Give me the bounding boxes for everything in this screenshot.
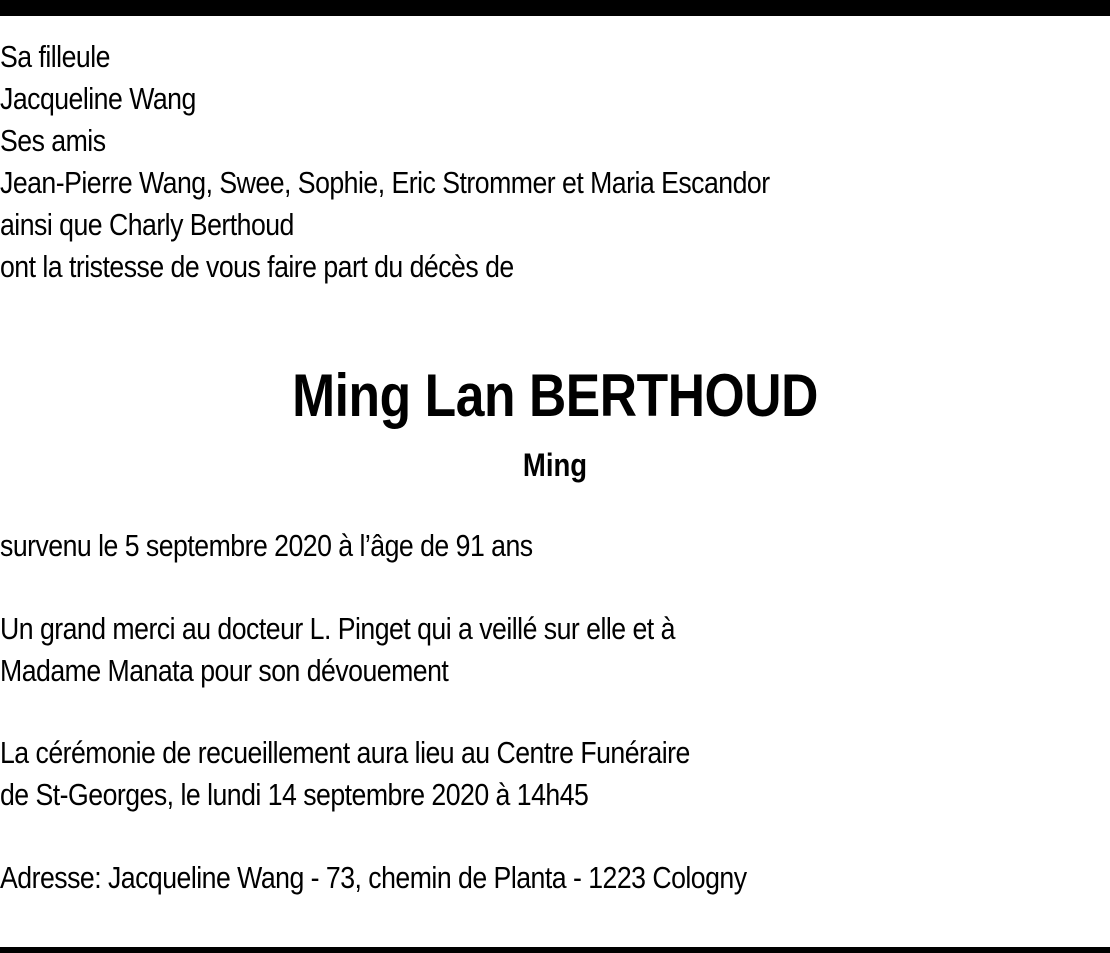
announcer-line-also: ainsi que Charly Berthoud — [0, 207, 294, 242]
thanks-line-1: Un grand merci au docteur L. Pinget qui a veillé sur elle et à — [0, 611, 675, 646]
thanks-line-2: Madame Manata pour son dévouement — [0, 653, 449, 688]
ceremony-line-1: La cérémonie de recueillement aura lieu au Centre Funéraire — [0, 735, 690, 770]
bottom-border-rule — [0, 947, 1110, 953]
deceased-nickname: Ming — [522, 447, 588, 483]
ceremony-line-2: de St-Georges, le lundi 14 septembre 2020 à 14h45 — [0, 777, 589, 812]
announcer-line-friends-names: Jean-Pierre Wang, Swee, Sophie, Eric Strommer et Maria Escandor — [0, 165, 770, 200]
death-date-line: survenu le 5 septembre 2020 à l’âge de 91 ans — [0, 528, 533, 563]
top-border-rule — [0, 0, 1110, 16]
announcer-line-friends-label: Ses amis — [0, 123, 106, 158]
address-line: Adresse: Jacqueline Wang - 73, chemin de Planta - 1223 Cologny — [0, 860, 747, 895]
announcer-line-goddaughter-label: Sa filleule — [0, 39, 110, 74]
deceased-full-name: Ming Lan BERTHOUD — [292, 362, 818, 429]
announcer-line-goddaughter-name: Jacqueline Wang — [0, 81, 196, 116]
announcer-line-intro: ont la tristesse de vous faire part du décès de — [0, 249, 514, 284]
